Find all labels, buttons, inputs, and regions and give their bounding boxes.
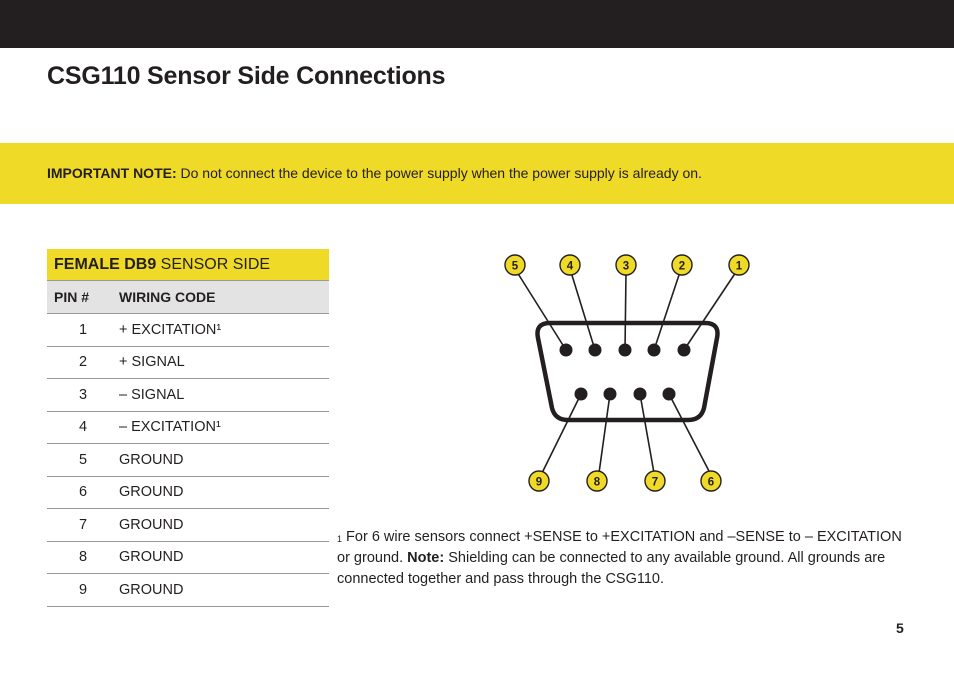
pin-label-text: 7 [651, 476, 659, 489]
footnote [337, 527, 917, 590]
pin-label-text: 5 [511, 260, 519, 273]
table-row [47, 379, 329, 412]
pin-dot-6 [663, 388, 676, 401]
wiring-code: – SIGNAL [119, 379, 329, 412]
pin-label-text: 3 [622, 260, 630, 273]
leader-line-pin-4 [571, 272, 595, 350]
pin-number: 6 [47, 476, 119, 509]
leader-line-pin-1 [684, 272, 736, 350]
table-row [47, 541, 329, 574]
pin-number: 3 [47, 379, 119, 412]
pin-dot-9 [575, 388, 588, 401]
table-row [47, 574, 329, 607]
pin-label-7 [645, 471, 665, 491]
pin-dot-4 [589, 344, 602, 357]
wiring-code: – EXCITATION¹ [119, 411, 329, 444]
pin-number: 1 [47, 314, 119, 347]
pin-label-8 [587, 471, 607, 491]
pin-number: 4 [47, 411, 119, 444]
pin-dot-1 [678, 344, 691, 357]
table-row [47, 444, 329, 477]
pin-dot-3 [619, 344, 632, 357]
db9-shell [538, 323, 718, 420]
pin-number: 7 [47, 509, 119, 542]
col-header-wiring-code: WIRING CODE [119, 281, 329, 314]
table-title-rest: SENSOR SIDE [156, 255, 271, 273]
pin-number: 2 [47, 346, 119, 379]
pin-dot-2 [648, 344, 661, 357]
page-number: 5 [896, 620, 904, 636]
important-note-banner [0, 143, 954, 204]
col-header-pin: PIN # [47, 281, 119, 314]
table-row [47, 346, 329, 379]
leader-line-pin-9 [542, 394, 581, 473]
footnote-note-label: Note: [407, 550, 445, 566]
table-title [47, 249, 329, 281]
pin-dot-5 [560, 344, 573, 357]
table-row [47, 509, 329, 542]
pin-number: 9 [47, 574, 119, 607]
leader-line-pin-3 [625, 272, 626, 350]
pin-wiring-table [47, 249, 329, 607]
leader-line-pin-2 [654, 272, 680, 350]
pin-label-4 [560, 255, 580, 275]
footnote-text-b: Shielding can be connected to any available ground. All grounds are connected together and pass through the CSG110. [337, 550, 886, 587]
pin-label-text: 8 [593, 476, 601, 489]
wiring-code: GROUND [119, 444, 329, 477]
footnote-marker: 1 [337, 534, 343, 544]
pin-label-text: 2 [678, 260, 686, 273]
important-note-text [47, 165, 702, 181]
pin-label-text: 9 [535, 476, 543, 489]
pin-label-text: 6 [707, 476, 715, 489]
pin-label-1 [729, 255, 749, 275]
wiring-code: + EXCITATION¹ [119, 314, 329, 347]
leader-line-pin-7 [640, 394, 654, 473]
leader-line-pin-8 [599, 394, 610, 473]
important-note-label: IMPORTANT NOTE: [47, 165, 177, 181]
pin-label-2 [672, 255, 692, 275]
pin-dot-8 [604, 388, 617, 401]
important-note-body: Do not connect the device to the power supply when the power supply is already on. [176, 165, 702, 181]
pin-label-text: 1 [735, 260, 743, 273]
pin-dot-7 [634, 388, 647, 401]
wiring-code: GROUND [119, 574, 329, 607]
top-bar [0, 0, 954, 48]
pin-label-5 [505, 255, 525, 275]
pin-label-6 [701, 471, 721, 491]
wiring-code: GROUND [119, 509, 329, 542]
table-row [47, 314, 329, 347]
wiring-code: + SIGNAL [119, 346, 329, 379]
pin-label-3 [616, 255, 636, 275]
table-row [47, 411, 329, 444]
footnote-text-a: For 6 wire sensors connect +SENSE to +EXCITATION and –SENSE to – EXCITATION or ground. [337, 529, 902, 566]
pin-number: 8 [47, 541, 119, 574]
leader-line-pin-5 [517, 272, 566, 350]
wiring-code: GROUND [119, 541, 329, 574]
pin-number: 5 [47, 444, 119, 477]
table-title-bold: FEMALE DB9 [54, 255, 157, 273]
page-title: CSG110 Sensor Side Connections [47, 62, 446, 90]
wiring-code: GROUND [119, 476, 329, 509]
table-row [47, 476, 329, 509]
pin-label-9 [529, 471, 549, 491]
db9-connector-diagram [480, 240, 780, 510]
pin-label-text: 4 [566, 260, 574, 273]
